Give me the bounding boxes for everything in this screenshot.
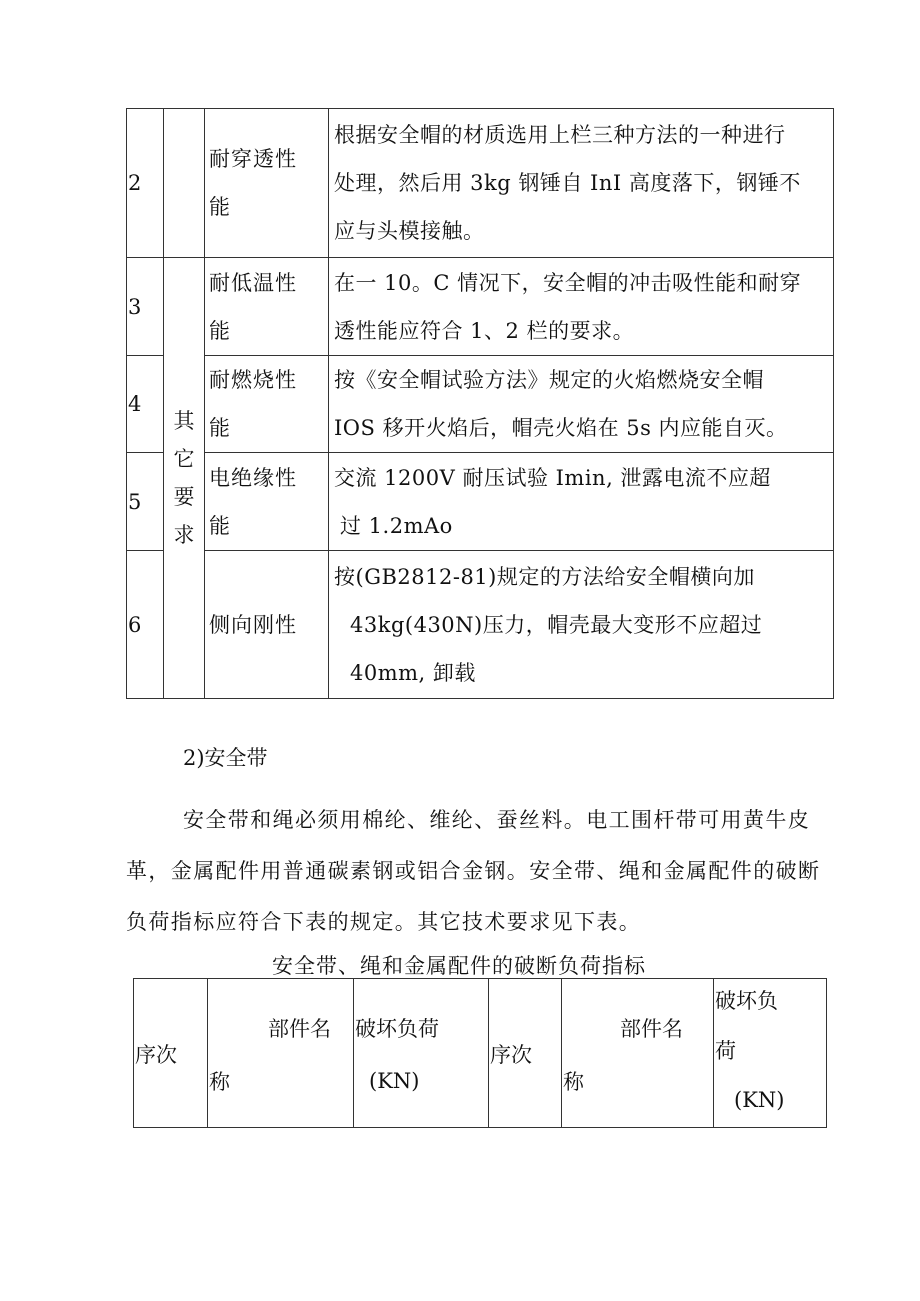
header-breaking-load-2 (714, 979, 827, 1128)
header-part-name (208, 979, 354, 1128)
table-row (127, 453, 834, 551)
item-name (205, 356, 329, 453)
item-name (205, 551, 329, 699)
header-part-name-2-line1: 部件名 (620, 1017, 683, 1041)
requirement-text (329, 258, 834, 356)
header-breaking-load-2-line2: 荷 (715, 1039, 736, 1063)
requirement-line: IOS 移开火焰后，帽壳火焰在 5s 内应能自灭。 (334, 416, 788, 440)
header-seq-text: 序次 (135, 1043, 177, 1067)
requirement-line: 处理，然后用 3kg 钢锤自 InI 高度落下，钢锤不 (334, 171, 801, 195)
requirement-line: 按《安全帽试验方法》规定的火焰燃烧安全帽 (334, 368, 764, 392)
item-line: 能 (209, 416, 231, 440)
row-number: 6 (127, 551, 164, 699)
helmet-requirements-table (126, 108, 834, 699)
requirement-line: 在一 10。C 情况下，安全帽的冲击吸性能和耐穿 (334, 270, 802, 295)
requirement-line: 43kg(430N)压力，帽壳最大变形不应超过 (350, 612, 763, 637)
requirement-text (329, 356, 834, 453)
row-number: 3 (127, 258, 164, 356)
requirement-line: 透性能应符合 1、2 栏的要求。 (334, 318, 635, 343)
requirement-line: 根据安全帽的材质选用上栏三种方法的一种进行 (334, 123, 786, 147)
requirement-line: 过 1.2mAo (340, 513, 453, 538)
row-number: 5 (127, 453, 164, 551)
item-line: 能 (209, 513, 231, 538)
item-line: 耐燃烧性 (209, 368, 297, 392)
item-name (205, 453, 329, 551)
requirement-line: 40mm, 卸载 (350, 660, 476, 685)
table-row (127, 551, 834, 699)
requirement-line: 应与头模接触。 (334, 219, 485, 243)
item-line: 耐穿透性 (209, 147, 297, 171)
header-breaking-load (354, 979, 489, 1128)
header-breaking-load-line1: 破坏负荷 (355, 1017, 439, 1041)
header-seq-2 (489, 979, 562, 1128)
category-char: 其 (173, 409, 195, 433)
item-line: 能 (209, 318, 231, 343)
section-heading: 2)安全带 (183, 746, 268, 770)
item-line: 侧向刚性 (209, 612, 297, 637)
table-row (127, 109, 834, 258)
requirement-text (329, 453, 834, 551)
requirement-text (329, 109, 834, 258)
requirement-text (329, 551, 834, 699)
category-cell (164, 258, 205, 699)
row-number: 4 (127, 356, 164, 453)
header-part-name-line2: 称 (209, 1070, 230, 1094)
header-part-name-line1: 部件名 (268, 1017, 331, 1041)
header-part-name-2 (562, 979, 714, 1128)
item-line: 能 (209, 195, 231, 219)
row-number: 2 (127, 109, 164, 258)
breaking-load-table (133, 978, 827, 1128)
category-char: 它 (173, 447, 195, 471)
requirement-line: 交流 1200V 耐压试验 Imin, 泄露电流不应超 (334, 465, 771, 490)
item-line: 耐低温性 (209, 270, 297, 295)
body-paragraph: 安全带和绳必须用棉纶、维纶、蚕丝料。电工围杆带可用黄牛皮革，金属配件用普通碳素钢或铝合金钢。安全带、绳和金属配件的破断负荷指标应符合下表的规定。其它技术要求见下表。 (126, 808, 821, 934)
header-part-name-2-line2: 称 (563, 1070, 584, 1094)
header-breaking-load-line2: (KN) (369, 1069, 420, 1093)
category-char: 求 (173, 523, 195, 547)
table-row (127, 356, 834, 453)
header-breaking-load-2-line1: 破坏负 (715, 989, 778, 1013)
header-breaking-load-2-line3: (KN) (734, 1088, 785, 1112)
header-seq-2-text: 序次 (490, 1043, 532, 1067)
requirement-line: 按(GB2812-81)规定的方法给安全帽横向加 (334, 564, 755, 589)
item-name (205, 109, 329, 258)
table-row (127, 258, 834, 356)
table-caption: 安全带、绳和金属配件的破断负荷指标 (272, 954, 646, 978)
item-line: 电绝缘性 (209, 465, 297, 490)
category-char: 要 (173, 485, 195, 509)
item-name (205, 258, 329, 356)
header-seq (134, 979, 208, 1128)
category-cell-empty (164, 109, 205, 258)
